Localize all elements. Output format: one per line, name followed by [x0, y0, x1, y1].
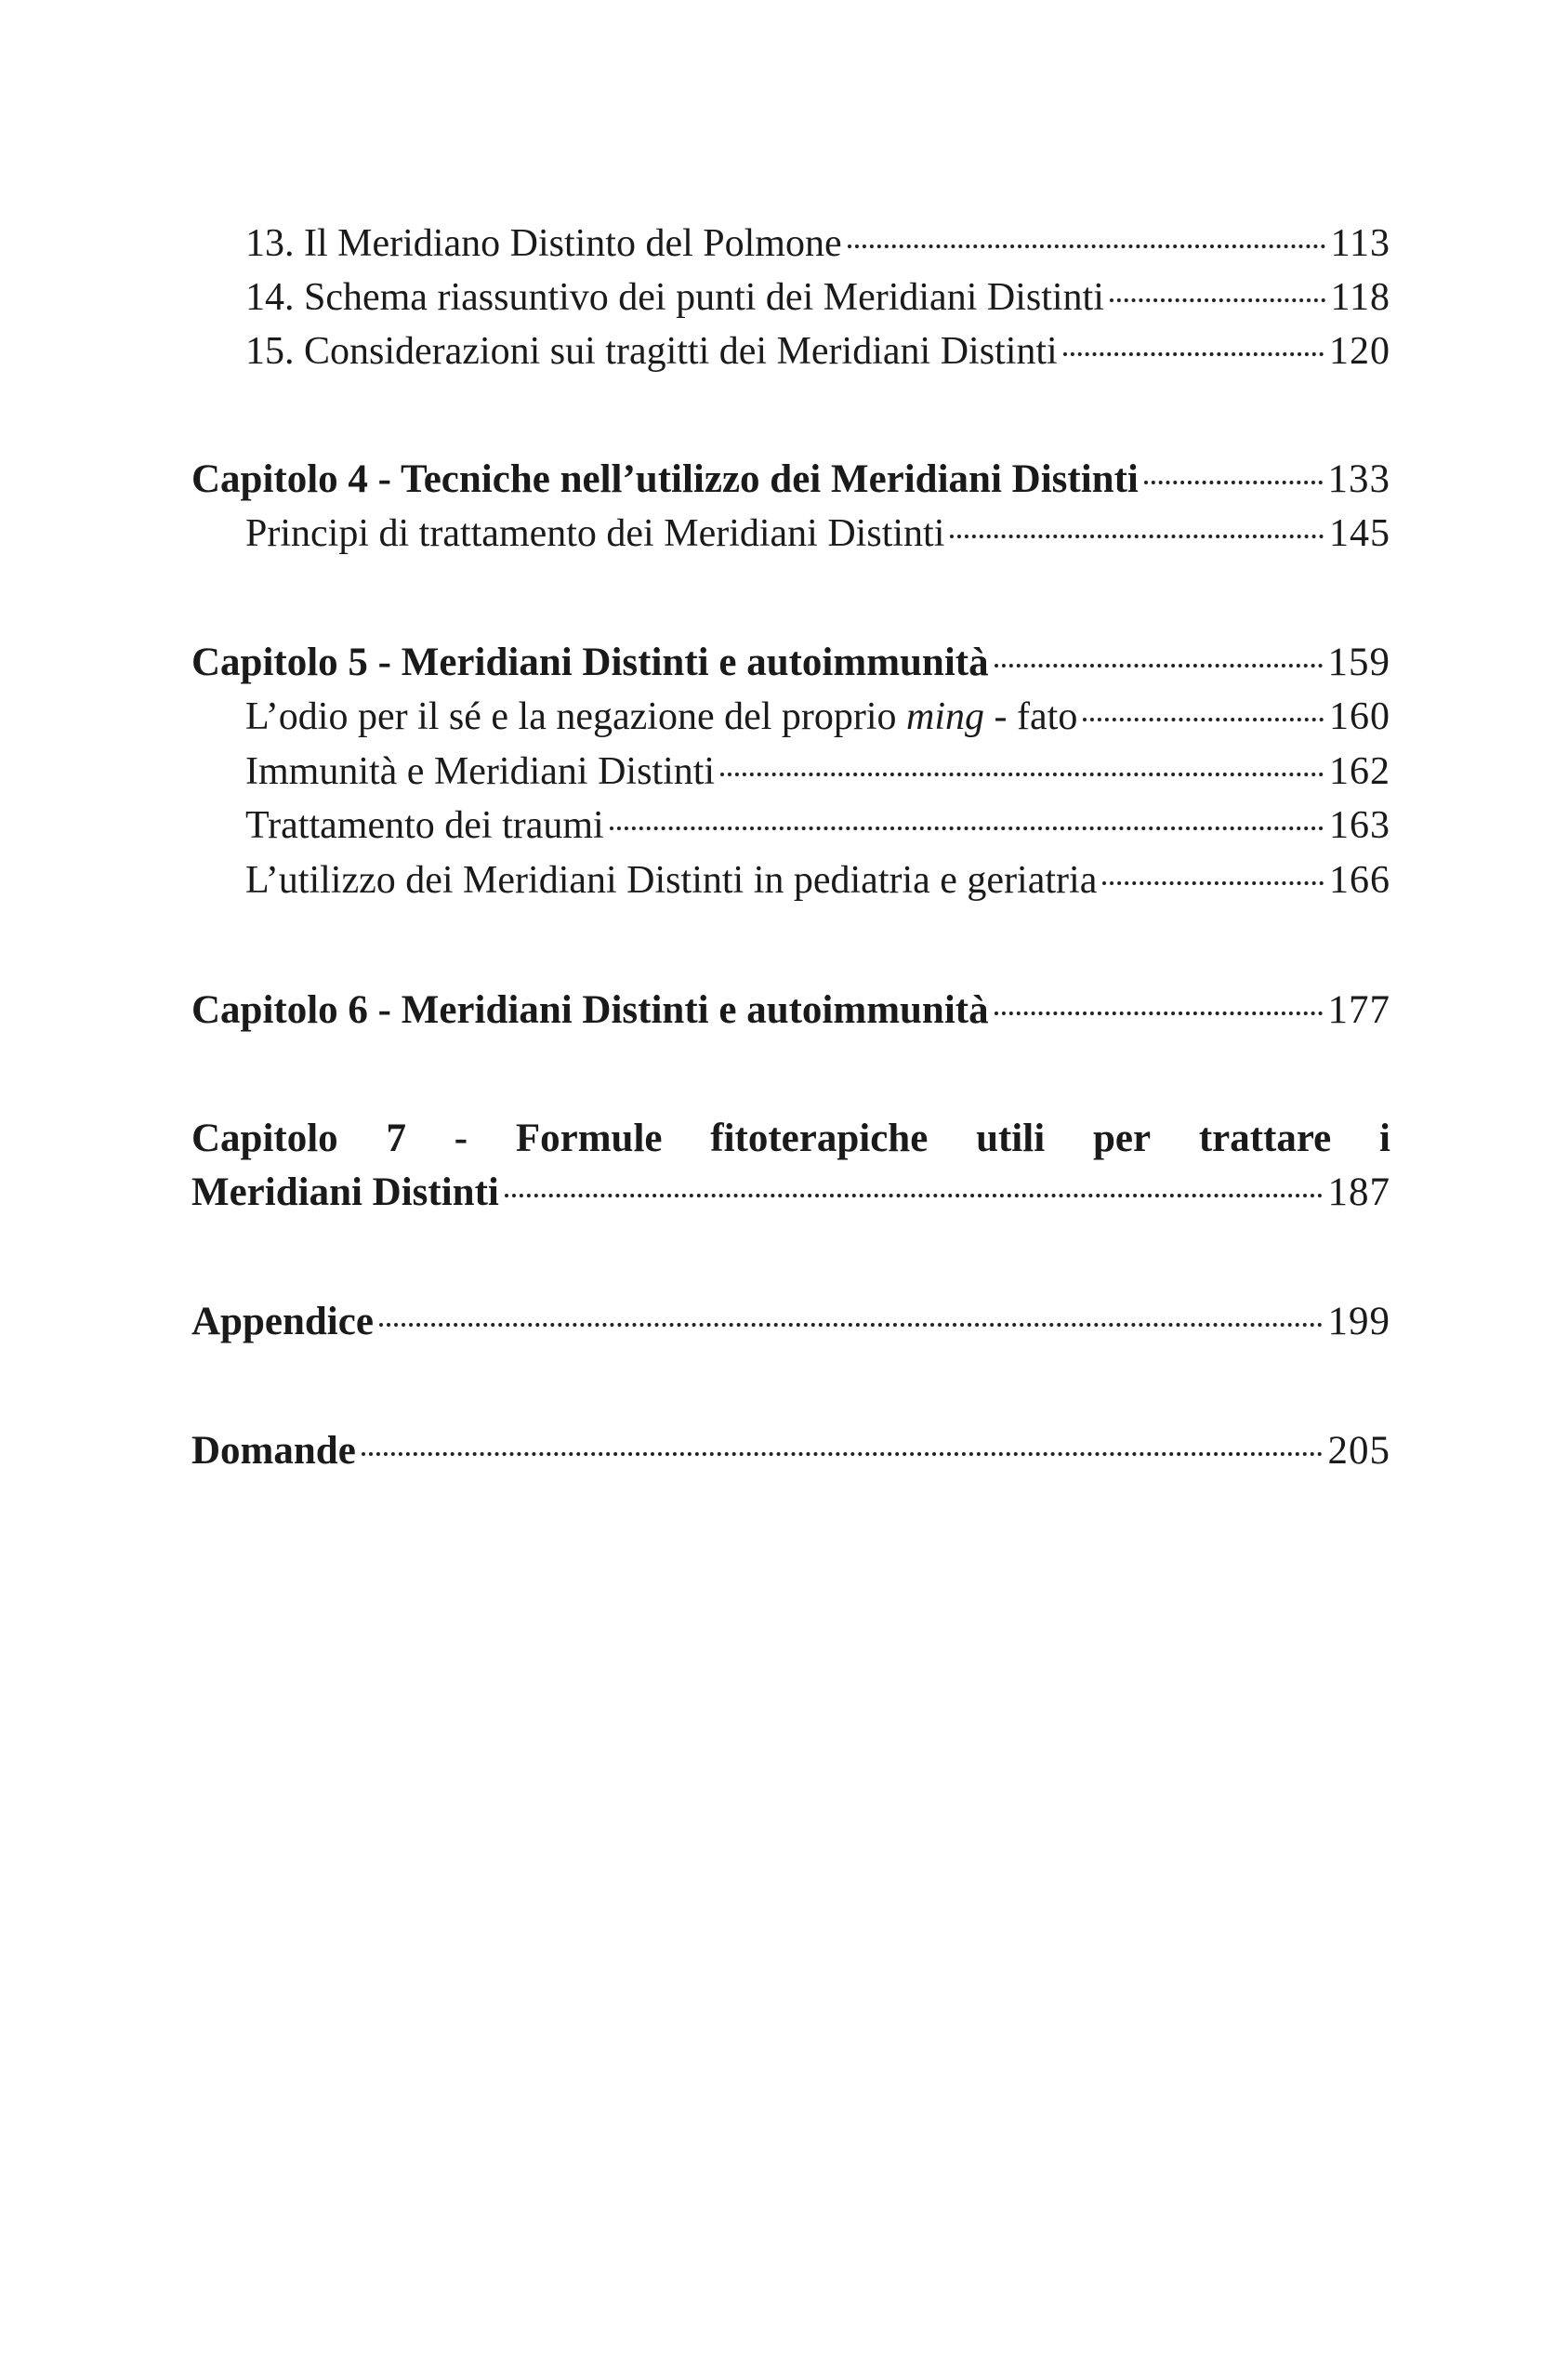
- title-word: Capitolo: [191, 1117, 338, 1160]
- toc-entry-page: 118: [1330, 276, 1390, 319]
- dot-leader: [950, 535, 1324, 538]
- toc-chapter-title: Capitolo 4 - Tecniche nell’utilizzo dei Meridiani Distinti: [191, 457, 1139, 501]
- toc-entry-page: 199: [1327, 1300, 1390, 1343]
- toc-entry-page: 159: [1327, 641, 1390, 684]
- dot-leader: [995, 1012, 1323, 1015]
- dot-leader: [1063, 352, 1324, 356]
- title-word: Formule: [515, 1117, 663, 1160]
- toc-entry-page: 162: [1329, 750, 1390, 793]
- toc-entry-page: 160: [1329, 695, 1390, 738]
- toc-entry-page: 187: [1327, 1170, 1390, 1214]
- toc-entry-title: Principi di trattamento dei Meridiani Distinti: [245, 512, 945, 555]
- toc-chapter-entry: [191, 456, 1390, 503]
- toc-entry: [191, 857, 1390, 904]
- toc-entry-page: 166: [1329, 859, 1390, 902]
- toc-chapter-title-line1: [191, 1116, 1390, 1162]
- toc-entry: [191, 694, 1390, 740]
- toc-entry-title-prefix: L’odio per il sé e la negazione del proprio: [245, 695, 907, 738]
- toc-entry-title: 14. Schema riassuntivo dei punti dei Meridiani Distinti: [245, 276, 1104, 319]
- toc-entry-title-italic: ming: [906, 695, 985, 738]
- toc-chapter-title: Appendice: [191, 1300, 374, 1343]
- title-word: i: [1379, 1117, 1390, 1160]
- title-word: -: [454, 1117, 468, 1160]
- toc-chapter-entry: [191, 987, 1390, 1034]
- toc-entry-title: 15. Considerazioni sui tragitti dei Meridiani Distinti: [245, 330, 1058, 373]
- toc-entry-page: 120: [1329, 330, 1390, 373]
- toc-entry-title: L’utilizzo dei Meridiani Distinti in pediatria e geriatria: [245, 859, 1098, 902]
- toc-chapter-title: Domande: [191, 1429, 356, 1473]
- title-word: utili: [976, 1117, 1046, 1160]
- toc-chapter-title-line2: Meridiani Distinti: [191, 1170, 499, 1214]
- toc-entry-title: Immunità e Meridiani Distinti: [245, 750, 716, 793]
- toc-entry-page: 113: [1330, 222, 1390, 265]
- toc-chapter-entry: [191, 640, 1390, 686]
- toc-entry: [191, 510, 1390, 557]
- toc-chapter-entry: [191, 1428, 1390, 1474]
- toc-chapter-entry: [191, 1299, 1390, 1345]
- toc-entry-page: 145: [1329, 512, 1390, 555]
- dot-leader: [1083, 718, 1324, 721]
- dot-leader: [995, 664, 1323, 668]
- toc-entry-page: 163: [1329, 804, 1390, 847]
- toc-entry-page: 205: [1327, 1429, 1390, 1473]
- title-word: fitoterapiche: [710, 1117, 929, 1160]
- toc-entry: [191, 328, 1390, 375]
- toc-chapter-title: Capitolo 5 - Meridiani Distinti e autoimmunità: [191, 641, 989, 684]
- toc-entry: [191, 220, 1390, 267]
- toc-entry-page: 133: [1327, 457, 1390, 501]
- dot-leader: [1110, 298, 1325, 302]
- title-word: trattare: [1198, 1117, 1332, 1160]
- toc-chapter-title: Capitolo 6 - Meridiani Distinti e autoimmunità: [191, 988, 989, 1032]
- title-word: 7: [386, 1117, 406, 1160]
- toc-entry-title: Trattamento dei traumi: [245, 804, 604, 847]
- toc-entry-title: [191, 694, 1077, 740]
- toc-entry-title-suffix: - fato: [984, 695, 1078, 738]
- dot-leader: [1102, 881, 1324, 885]
- toc-entry: [191, 802, 1390, 849]
- dot-leader: [848, 245, 1325, 248]
- dot-leader: [720, 773, 1324, 776]
- dot-leader: [379, 1323, 1323, 1327]
- dot-leader: [1144, 481, 1323, 484]
- dot-leader: [362, 1452, 1323, 1456]
- dot-leader: [610, 826, 1324, 830]
- dot-leader: [505, 1194, 1323, 1197]
- toc-entry: [191, 748, 1390, 795]
- toc-entry-page: 177: [1327, 988, 1390, 1032]
- toc-entry-title: 13. Il Meridiano Distinto del Polmone: [245, 222, 842, 265]
- toc-entry: [191, 274, 1390, 321]
- toc-chapter-entry: [191, 1170, 1390, 1216]
- title-word: per: [1092, 1117, 1152, 1160]
